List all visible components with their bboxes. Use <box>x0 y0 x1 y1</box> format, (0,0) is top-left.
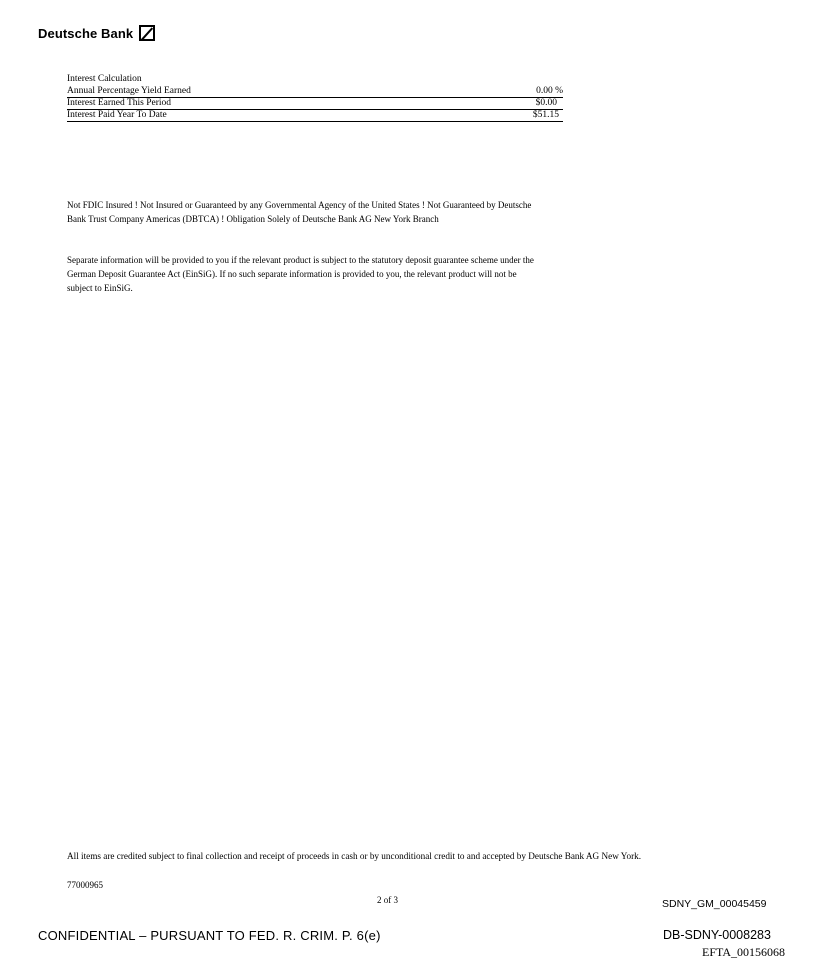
deutsche-bank-slash-logo-icon <box>139 25 155 41</box>
bank-name: Deutsche Bank <box>38 25 134 41</box>
interest-calculation-heading: Interest Calculation <box>67 74 142 84</box>
row-label: Interest Paid Year To Date <box>67 110 167 120</box>
table-row <box>67 98 563 110</box>
fdic-notice: Not FDIC Insured ! Not Insured or Guaranteed by any Governmental Agency of the United States ! Not Guaranteed by Deutsche Bank Trust Company Americas (DBTCA) ! Obligation Solely of Deutsche Bank AG New York Branch <box>67 200 532 224</box>
account-code: 77000965 <box>67 880 103 890</box>
efta-number: EFTA_00156068 <box>702 945 786 959</box>
row-value: $0.00 <box>535 98 557 108</box>
row-label: Interest Earned This Period <box>67 98 172 108</box>
bates-sdny-gm: SDNY_GM_00045459 <box>662 898 767 910</box>
interest-calculation-table <box>67 73 563 122</box>
table-row <box>67 110 563 122</box>
row-label: Annual Percentage Yield Earned <box>67 86 191 96</box>
credit-note: All items are credited subject to final collection and receipt of proceeds in cash or by unconditional credit to and accepted by Deutsche Bank AG New York. <box>67 851 642 861</box>
row-value: 0.00 % <box>536 86 563 96</box>
header <box>38 25 155 41</box>
page-number: 2 of 3 <box>377 895 398 905</box>
row-value: $51.15 <box>532 110 559 120</box>
bates-db-sdny: DB-SDNY-0008283 <box>663 928 771 942</box>
einsig-notice: Separate information will be provided to you if the relevant product is subject to the statutory deposit guarantee scheme under the German Deposit Guarantee Act (EinSiG). If no such separate information is provided to you, the relevant product will not be subject to EinSiG. <box>67 255 534 293</box>
confidential-label: CONFIDENTIAL – PURSUANT TO FED. R. CRIM. P. 6(e) <box>38 928 381 943</box>
table-row <box>67 86 563 98</box>
